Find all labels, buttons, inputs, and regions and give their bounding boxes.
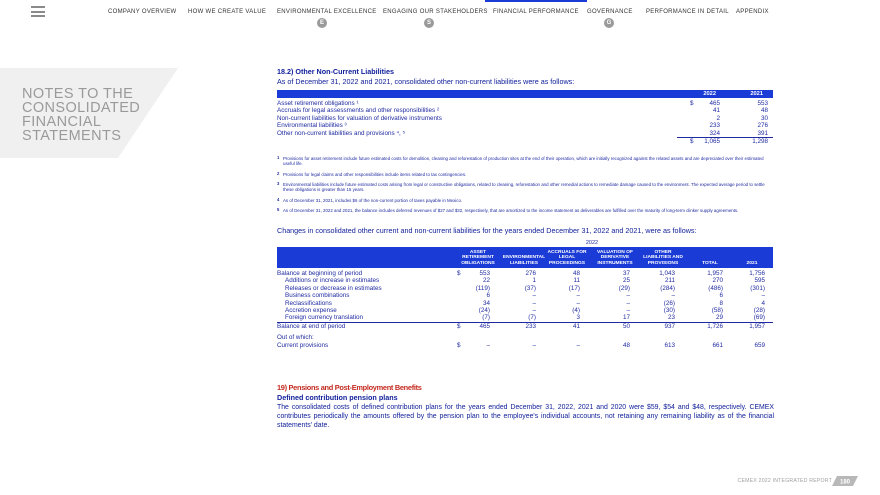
table-row <box>277 307 773 314</box>
cell-value: 3 <box>576 314 580 322</box>
cell-value: 29 <box>715 314 723 322</box>
cell-value: – <box>532 306 536 314</box>
current-provisions-row: Current provisions $ – – – 48 613 661 659 <box>277 341 765 349</box>
section-title: NOTES TO THE CONSOLIDATED FINANCIAL STATEMENTS <box>22 86 141 144</box>
nav-company-overview[interactable]: COMPANY OVERVIEW <box>108 9 177 15</box>
footnote: 3 Environmental liabilities include future estimated costs arising from legal or constructive obligations, related to cleaning, reforestation and other remedial actions to remediate damage caused to the environment. The expected average period to settle these obligations is greater than 15 years. <box>277 181 765 193</box>
cell-value: 553 <box>479 270 490 277</box>
nav-appendix[interactable]: APPENDIX <box>736 9 769 15</box>
note-18-header <box>277 67 773 86</box>
table-row <box>277 314 773 321</box>
cell-value: – <box>532 299 536 307</box>
note-18-heading: 18.2) Other Non-Current Liabilities <box>277 67 395 76</box>
environmental-badge[interactable]: E <box>317 18 327 28</box>
social-badge[interactable]: S <box>424 18 434 28</box>
table-row <box>277 292 773 299</box>
cell-value: 661 <box>712 341 723 349</box>
col-2022-header: 2022 <box>703 90 716 97</box>
row-label: Foreign currency translation <box>285 314 364 322</box>
governance-badge[interactable]: G <box>604 18 614 28</box>
cell-value: 659 <box>754 341 765 349</box>
cell-value: – <box>576 299 580 307</box>
note-18-intro: As of December 31, 2022 and 2021, consolidated other non-current liabilities were as follows: <box>277 77 575 86</box>
cell-value: 613 <box>664 341 675 349</box>
table-header: ASSET RETIREMENT OBLIGATIONS ENVIRONMENTAL LIABILITIES ACCRUALS FOR LEGAL PROCEEDINGS VALUATION OF DERIVATIVE INSTRUMENTS OTHER LIABILITIES AND PROVISIONS TOTAL 2021 <box>277 247 773 268</box>
row-label: Business combinations <box>285 292 350 300</box>
menu-icon[interactable] <box>31 6 45 17</box>
table-header <box>277 90 773 98</box>
cell-value: (7) <box>482 314 490 322</box>
cell-value: (30) <box>663 306 675 314</box>
cell-value: 48 <box>622 341 630 349</box>
page-number: 180 <box>839 479 851 486</box>
table-row <box>277 277 773 284</box>
cell-value: (37) <box>524 284 536 292</box>
cell-value: – <box>532 341 536 349</box>
page-number-tag <box>832 476 858 486</box>
cell-value: – <box>671 292 675 300</box>
table-row: Environmental liabilities ³ 233 276 <box>277 122 768 130</box>
row-label: Balance at beginning of period <box>277 270 363 277</box>
nav-environmental-excellence[interactable]: ENVIRONMENTAL EXCELLENCE <box>277 9 377 15</box>
cell-value: 25 <box>622 277 630 285</box>
table-row <box>277 322 773 329</box>
cell-value: 1,043 <box>659 270 675 277</box>
cell-value: 37 <box>622 270 630 277</box>
footnote: 2 Provisions for legal claims and other responsibilities include items related to tax contingencies. <box>277 171 467 177</box>
cell-value: 270 <box>712 277 723 285</box>
cell-value: 1,756 <box>749 270 765 277</box>
cell-value: (284) <box>660 284 675 292</box>
nav-financial-performance[interactable]: FINANCIAL PERFORMANCE <box>493 9 579 15</box>
cell-value: (4) <box>572 306 580 314</box>
table-row: Asset retirement obligations ¹ $ 465 553 <box>277 100 768 107</box>
footnote: 4 As of December 31, 2021, includes $6 of the non-current portion of taxes payable in Mexico. <box>277 197 463 203</box>
year-group-label: 2022 <box>585 240 599 246</box>
cell-value: (24) <box>478 306 490 314</box>
cell-value: 6 <box>719 292 723 300</box>
cell-value: – <box>761 292 765 300</box>
nav-performance-in-detail[interactable]: PERFORMANCE IN DETAIL <box>646 9 729 15</box>
report-footer: CEMEX 2022 INTEGRATED REPORT <box>737 478 832 484</box>
nav-governance[interactable]: GOVERNANCE <box>587 9 633 15</box>
cell-value: – <box>576 341 580 349</box>
table-row <box>277 300 773 307</box>
cell-value: – <box>576 292 580 300</box>
currency-sign: $ <box>457 322 461 330</box>
cell-value: 276 <box>525 270 536 277</box>
other-liabilities-table <box>277 90 773 144</box>
cell-value: 937 <box>664 322 675 330</box>
cell-value: 11 <box>573 277 580 285</box>
row-label: Reclassifications <box>285 299 332 307</box>
cell-value: 1,957 <box>749 322 765 330</box>
cell-value: 17 <box>622 314 630 322</box>
cell-value: 8 <box>719 299 723 307</box>
cell-value: (7) <box>528 314 536 322</box>
footnote: 5 As of December 31, 2022 and 2021, the balance includes deferred revenues of $27 and $32, respectively, that are amortized to the income statement as deliverables are fulfilled over the maturity of long-term clinker supply agreements. <box>277 207 739 213</box>
cell-value: (119) <box>475 284 490 292</box>
cell-value: 1,957 <box>707 270 723 277</box>
table-row <box>277 270 773 277</box>
out-of-which-label: Out of which: <box>277 334 314 342</box>
table-row: Accruals for legal assessments and other responsibilities ² 41 48 <box>277 107 768 115</box>
top-navigation <box>0 0 880 30</box>
cell-value: 1 <box>532 277 536 285</box>
nav-how-we-create-value[interactable]: HOW WE CREATE VALUE <box>188 9 267 15</box>
cell-value: (17) <box>568 284 580 292</box>
cell-value: – <box>626 299 630 307</box>
row-label: Balance at end of period <box>277 322 346 330</box>
cell-value: 1,726 <box>707 322 723 330</box>
cell-value: 4 <box>761 299 765 307</box>
cell-value: – <box>626 292 630 300</box>
cell-value: 233 <box>525 322 536 330</box>
table-total-row: $ 1,065 1,298 <box>677 137 773 144</box>
cell-value: (29) <box>618 284 630 292</box>
table-row <box>277 285 773 292</box>
cell-value: (28) <box>753 306 765 314</box>
cell-value: 41 <box>572 322 580 330</box>
currency-sign: $ <box>457 270 461 277</box>
cell-value: 50 <box>622 322 630 330</box>
row-label: Releases or decrease in estimates <box>285 284 382 292</box>
note-19-heading: 19) Pensions and Post-Employment Benefits <box>277 383 422 392</box>
row-label: Additions or increase in estimates <box>285 277 380 285</box>
table-row: Non-current liabilities for valuation of derivative instruments 2 30 <box>277 114 768 122</box>
cell-value: 211 <box>664 277 675 285</box>
col-2021-header: 2021 <box>750 90 763 97</box>
cell-value: 6 <box>486 292 490 300</box>
cell-value: (58) <box>711 306 723 314</box>
row-label: Accretion expense <box>285 306 337 314</box>
cell-value: 595 <box>754 277 765 285</box>
table-row: Other non-current liabilities and provisions ⁴, ⁵ 324 391 <box>277 129 768 137</box>
nav-engaging-stakeholders[interactable]: ENGAGING OUR STAKEHOLDERS <box>383 9 488 15</box>
cell-value: (69) <box>753 314 765 322</box>
cell-value: (26) <box>663 299 675 307</box>
changes-intro: Changes in consolidated other current and non-current liabilities for the years ended December 31, 2022 and 2021, were as follows: <box>277 226 697 235</box>
cell-value: (301) <box>750 284 765 292</box>
footnote: 1 Provisions for asset retirement include future estimated costs for demolition, cleaning and reforestation of production sites at the end of their operation, which are initially recognized against the related assets and are depreciated over their estimated useful life. <box>277 155 764 167</box>
section-panel <box>0 68 190 158</box>
note-19-paragraph: The consolidated costs of defined contribution plans for the years ended December 31, 2022, 2021 and 2020 were $59, $54 and $48, respectively. CEMEX contributes periodically the amounts offered by the pension plan to the employee's individual accounts, not retaining any remaining liability as of the financial statements' date. <box>277 404 774 429</box>
cell-value: (486) <box>708 284 723 292</box>
cell-value: 34 <box>482 299 490 307</box>
cell-value: 48 <box>572 270 580 277</box>
cell-value: 465 <box>479 322 490 330</box>
changes-table <box>277 240 773 349</box>
note-19-subheading: Defined contribution pension plans <box>277 393 398 402</box>
cell-value: 22 <box>482 277 490 285</box>
cell-value: – <box>486 341 490 349</box>
cell-value: – <box>532 292 536 300</box>
cell-value: – <box>626 306 630 314</box>
cell-value: 23 <box>667 314 675 322</box>
